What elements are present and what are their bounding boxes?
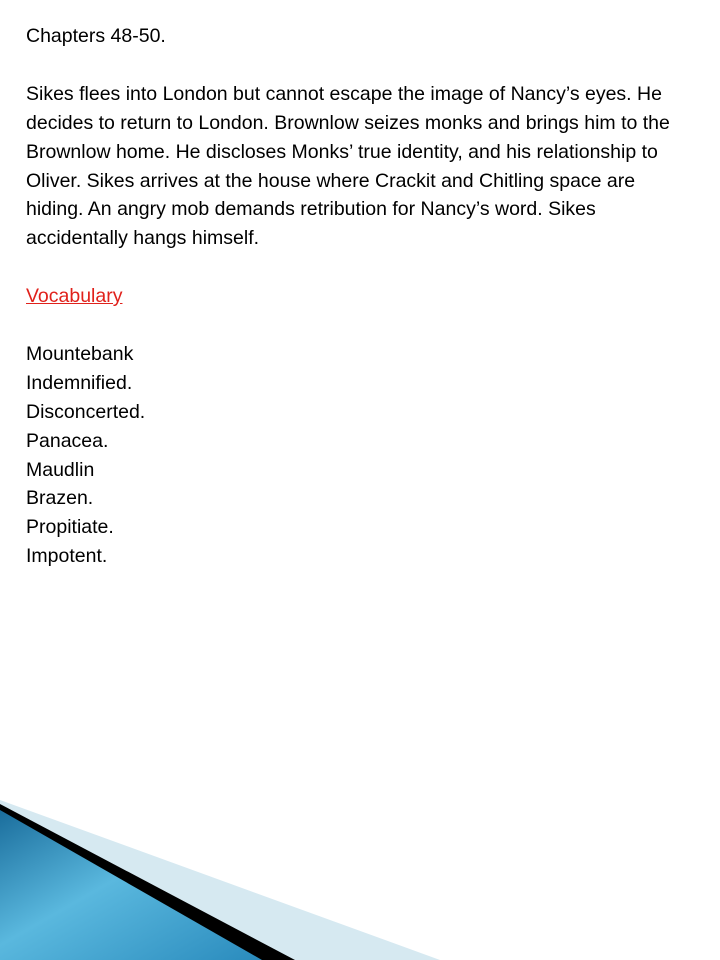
vocabulary-word: Brazen. [26, 487, 94, 510]
vocabulary-word: Panacea. [26, 429, 109, 452]
corner-swoosh-decoration [0, 800, 720, 960]
chapter-heading: Chapters 48-50. [26, 25, 166, 47]
vocabulary-word: Disconcerted. [26, 400, 146, 423]
vocabulary-title: Vocabulary [26, 285, 123, 308]
vocabulary-word: Maudlin [26, 458, 95, 481]
slide-content [26, 22, 696, 571]
vocabulary-word: Propitiate. [26, 516, 114, 539]
vocabulary-word: Impotent. [26, 545, 108, 568]
vocabulary-word: Mountebank [26, 342, 134, 365]
vocabulary-word: Indemnified. [26, 371, 133, 394]
chapter-summary: Sikes flees into London but cannot escape the image of Nancy’s eyes. He decides to return to London. Brownlow seizes monks and brings him to the Brownlow home. He discloses Monks’ true identity, and his relationship to Oliver. Sikes arrives at the house where Crackit and Chitling space are hiding. An angry mob demands retribution for Nancy’s word. Sikes accidentally hangs himself. [26, 82, 670, 250]
vocabulary-section [26, 253, 696, 571]
vocabulary-list [26, 340, 696, 571]
